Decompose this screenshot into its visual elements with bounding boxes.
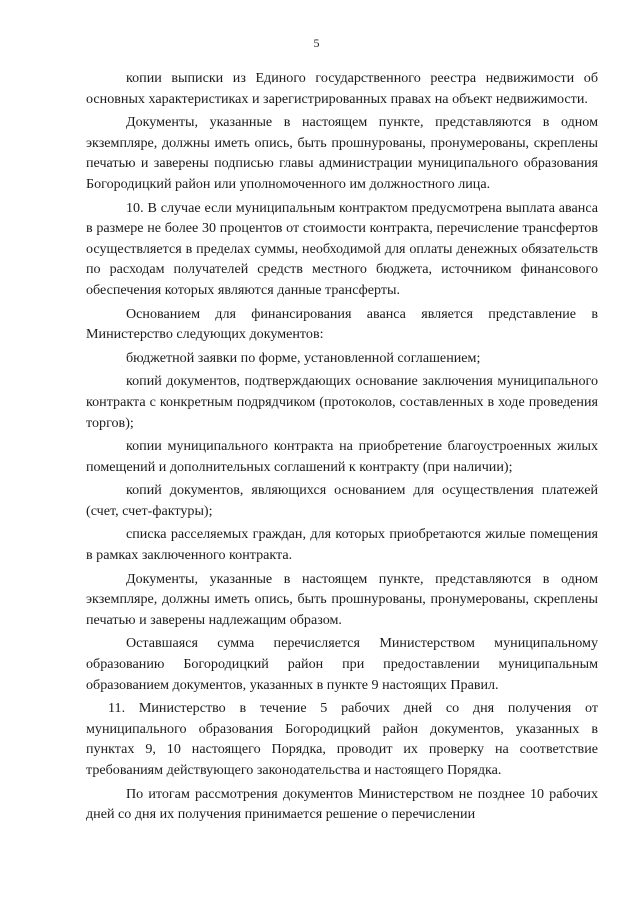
paragraph-remaining-sum: Оставшаяся сумма перечисляется Министерством муниципальному образованию Богородицкий район при предоставлении муниципальным образованием документов, указанных в пункте 9 настоящих Правил. <box>86 635 598 693</box>
document-body <box>86 68 598 825</box>
paragraph-documents-certified: Документы, указанные в настоящем пункте, представляются в одном экземпляре, должны иметь опись, быть прошнурованы, пронумерованы, скреплены печатью и заверены надлежащим образом. <box>86 570 598 628</box>
list-item-contract-basis-docs: копий документов, подтверждающих основание заключения муниципального контракта с конкретным подрядчиком (протоколов, составленных в ходе проведения торгов); <box>86 373 598 431</box>
paragraph-documents-requirements: Документы, указанные в настоящем пункте, представляются в одном экземпляре, должны иметь опись, быть прошнурованы, пронумерованы, скреплены печатью и заверены подписью главы администрации муниципального образования Богородицкий район или уполномоченного им должностного лица. <box>86 114 598 192</box>
list-item-citizens-list: списка расселяемых граждан, для которых приобретаются жилые помещения в рамках заключенного контракта. <box>86 526 598 564</box>
paragraph-item-11: 11. Министерство в течение 5 рабочих дней со дня получения от муниципального образования Богородицкий район документов, указанных в пунктах 9, 10 настоящего Порядка, проводит их проверку на соответствие требованиям действующего законодательства и настоящего Порядка. <box>86 700 598 778</box>
page-number: 5 <box>313 36 320 50</box>
list-item-payment-docs: копий документов, являющихся основанием для осуществления платежей (счет, счет-фактуры); <box>86 482 598 519</box>
paragraph-advance-basis: Основанием для финансирования аванса является представление в Министерство следующих документов: <box>86 305 598 343</box>
paragraph-item-10: 10. В случае если муниципальным контрактом предусмотрена выплата аванса в размере не более 30 процентов от стоимости контракта, перечисление трансфертов осуществляется в пределах суммы, необходимой для оплаты денежных обязательств по расходам получателей средств местного бюджета, источником финансового обеспечения которых являются данные трансферты. <box>86 199 598 298</box>
paragraph-extract-copies: копии выписки из Единого государственного реестра недвижимости об основных характеристиках и зарегистрированных правах на объект недвижимости. <box>86 70 598 107</box>
list-item-budget-request: бюджетной заявки по форме, установленной соглашением; <box>126 349 481 366</box>
list-item-contract-copy: копии муниципального контракта на приобретение благоустроенных жилых помещений и дополнительных соглашений к контракту (при наличии); <box>86 438 598 475</box>
paragraph-review-results: По итогам рассмотрения документов Министерством не позднее 10 рабочих дней со дня их получения принимается решение о перечислении <box>86 785 598 823</box>
